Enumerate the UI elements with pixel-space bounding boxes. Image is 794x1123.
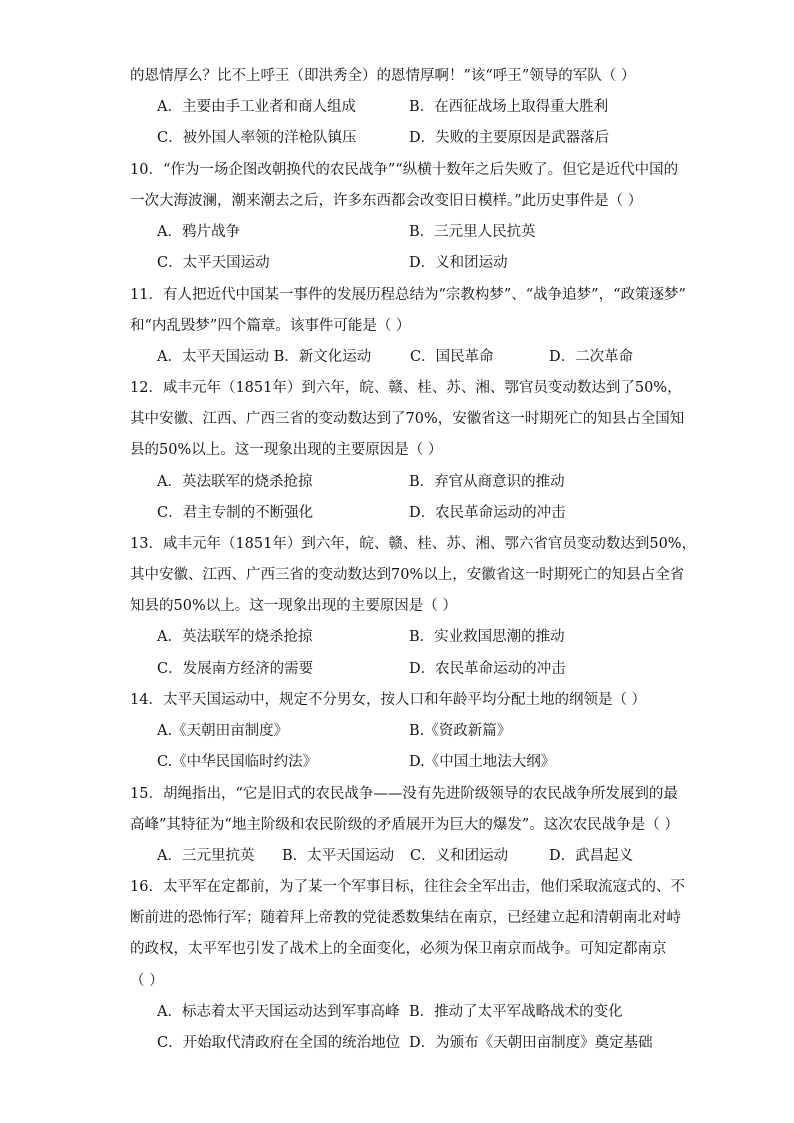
q15-stem-line-1: 15．胡绳指出，“它是旧式的农民战争——没有先进阶级领导的农民战争所发展到的最 — [130, 786, 678, 802]
q15-option-d[interactable]: D．武昌起义 — [549, 848, 634, 864]
q15-option-b[interactable]: B．太平天国运动 — [282, 848, 395, 864]
q12-option-c[interactable]: C．君主专制的不断强化 — [157, 505, 314, 521]
q9-option-d[interactable]: D．失败的主要原因是武器落后 — [409, 130, 610, 146]
q16-option-b[interactable]: B．推动了太平军战略战术的变化 — [409, 1004, 623, 1020]
q14-option-b[interactable]: B.《资政新篇》 — [409, 723, 512, 739]
q10-stem-line-1: 10．“作为一场企图改朝换代的农民战争”“纵横十数年之后失败了。但它是近代中国的 — [130, 162, 679, 178]
q12-stem-line-2: 其中安徽、江西、广西三省的变动数达到了70%，安徽省这一时期死亡的知县占全国知 — [130, 411, 685, 427]
q13-stem-line-3: 知县的50%以上。这一现象出现的主要原因是（ ） — [130, 598, 457, 614]
q11-stem-line-1: 11．有人把近代中国某一事件的发展历程总结为“宗教构梦”、“战争追梦”，“政策逐梦” — [130, 287, 686, 303]
q13-option-a[interactable]: A．英法联军的烧杀抢掠 — [157, 629, 313, 645]
q10-option-d[interactable]: D．义和团运动 — [409, 255, 508, 271]
q16-stem-line-2: 断前进的恐怖行军；随着拜上帝教的党徒悉数集结在南京，已经建立起和清朝南北对峙 — [130, 910, 681, 926]
q13-stem-line-2: 其中安徽、江西、广西三省的变动数达到70%以上，安徽省这一时期死亡的知县占全省 — [130, 567, 685, 583]
q13-stem-line-1: 13．咸丰元年（1851年）到六年，皖、赣、桂、苏、湘、鄂六省官员变动数达到50%， — [130, 536, 697, 552]
q12-option-b[interactable]: B．弃官从商意识的推动 — [409, 474, 565, 490]
q16-stem-line-1: 16．太平军在定都前，为了某一个军事目标，往往会全军出击，他们采取流寇式的、不 — [130, 879, 685, 895]
q12-stem-line-1: 12．咸丰元年（1851年）到六年，皖、赣、桂、苏、湘、鄂官员变动数达到了50%， — [130, 380, 682, 396]
q12-option-a[interactable]: A．英法联军的烧杀抢掠 — [157, 474, 313, 490]
q16-option-d[interactable]: D．为颁布《天朝田亩制度》奠定基础 — [409, 1035, 653, 1051]
q15-stem-line-2: 高峰”其特征为“地主阶级和农民阶级的矛盾展开为巨大的爆发”。这次农民战争是（ ） — [130, 817, 679, 833]
q9-option-c[interactable]: C．被外国人率领的洋枪队镇压 — [157, 130, 357, 146]
q10-option-c[interactable]: C．太平天国运动 — [157, 255, 270, 271]
q13-option-d[interactable]: D．农民革命运动的冲击 — [409, 661, 566, 677]
q14-option-c[interactable]: C.《中华民国临时约法》 — [157, 754, 318, 770]
q14-option-a[interactable]: A.《天朝田亩制度》 — [157, 723, 289, 739]
q12-stem-line-3: 县的50%以上。这一现象出现的主要原因是（ ） — [130, 442, 443, 458]
q14-stem-line-1: 14．太平天国运动中，规定不分男女，按人口和年龄平均分配土地的纲领是（ ） — [130, 692, 647, 708]
q10-option-b[interactable]: B．三元里人民抗英 — [409, 224, 536, 240]
q16-stem-line-3: 的政权，太平军也引发了战术上的全面变化，必须为保卫南京而战争。可知定都南京 — [130, 941, 667, 957]
q16-option-a[interactable]: A．标志着太平天国运动达到军事高峰 — [157, 1004, 400, 1020]
q13-option-b[interactable]: B．实业救国思潮的推动 — [409, 629, 565, 645]
q13-option-c[interactable]: C．发展南方经济的需要 — [157, 661, 314, 677]
q10-stem-line-2: 一次大海波澜，潮来潮去之后，许多东西都会改变旧日模样。”此历史事件是（ ） — [130, 193, 643, 209]
q10-option-a[interactable]: A．鸦片战争 — [157, 224, 240, 240]
q11-option-d[interactable]: D．二次革命 — [549, 349, 634, 365]
q15-option-c[interactable]: C．义和团运动 — [410, 848, 509, 864]
q12-option-d[interactable]: D．农民革命运动的冲击 — [409, 505, 566, 521]
q11-stem-line-2: 和“内乱毁梦”四个篇章。该事件可能是（ ） — [130, 318, 411, 334]
q14-option-d[interactable]: D.《中国土地法大纲》 — [409, 754, 556, 770]
q9-option-a[interactable]: A．主要由手工业者和商人组成 — [157, 99, 356, 115]
q11-option-a-b[interactable]: A．太平天国运动 B．新文化运动 — [157, 349, 372, 365]
q15-option-a[interactable]: A．三元里抗英 — [157, 848, 255, 864]
q11-option-c[interactable]: C．国民革命 — [410, 349, 494, 365]
q16-stem-line-4: （ ） — [130, 973, 164, 989]
q9-option-b[interactable]: B．在西征战场上取得重大胜利 — [409, 99, 609, 115]
q9-stem-line: 的恩情厚么？比不上呼王（即洪秀全）的恩情厚啊！”该“呼王”领导的军队（ ） — [130, 68, 636, 84]
q16-option-c[interactable]: C．开始取代清政府在全国的统治地位 — [157, 1035, 401, 1051]
